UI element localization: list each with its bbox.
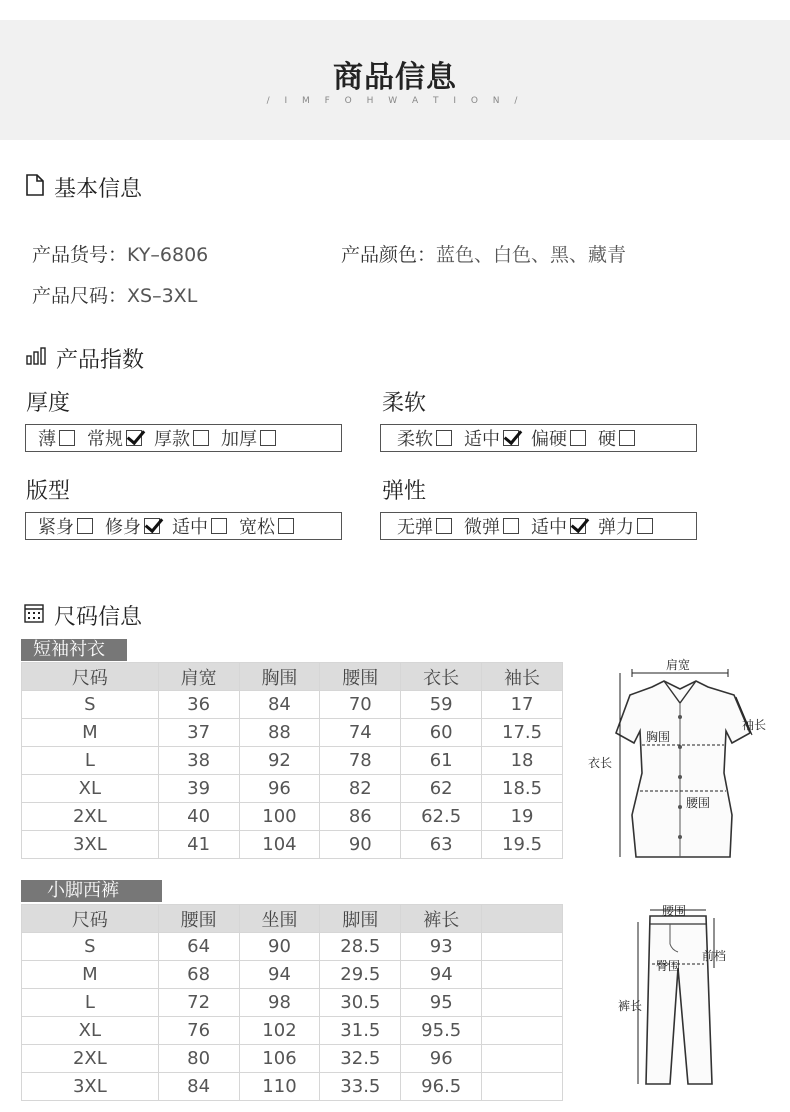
header-cell: 胸围 xyxy=(239,663,320,691)
option-stretchy[interactable]: 弹力 xyxy=(598,513,653,539)
table-cell: 96.5 xyxy=(401,1073,482,1101)
table-cell: XL xyxy=(22,775,159,803)
color-value: 蓝色、白色、黑、藏青 xyxy=(436,244,627,266)
header-cell: 尺码 xyxy=(22,663,159,691)
header-cell: 腰围 xyxy=(158,905,239,933)
table-row xyxy=(22,803,563,831)
table-cell: 100 xyxy=(239,803,320,831)
elasticity-options xyxy=(380,512,697,540)
sku-line xyxy=(32,240,208,267)
waist-label: 腰围 xyxy=(686,796,711,810)
table-cell: 36 xyxy=(158,691,239,719)
option-regular[interactable]: 常规 xyxy=(87,425,142,451)
checkbox-checked[interactable] xyxy=(126,430,142,446)
table-cell: 29.5 xyxy=(320,961,401,989)
header-cell xyxy=(482,905,563,933)
table-cell: 70 xyxy=(320,691,401,719)
table-cell: 64 xyxy=(158,933,239,961)
checkbox[interactable] xyxy=(278,518,294,534)
table-cell: 40 xyxy=(158,803,239,831)
table-cell: 82 xyxy=(320,775,401,803)
sku-value: KY–6806 xyxy=(127,244,209,266)
indices-title: 产品指数 xyxy=(56,348,145,373)
size-line xyxy=(32,281,197,308)
table-cell: 19.5 xyxy=(482,831,563,859)
indices-heading xyxy=(26,343,144,374)
table-cell: 86 xyxy=(320,803,401,831)
option-medium[interactable]: 适中 xyxy=(464,425,519,451)
shirt-table-label: 短袖衬衣 xyxy=(21,639,127,661)
checkbox[interactable] xyxy=(503,518,519,534)
table-row xyxy=(22,831,563,859)
table-cell: 104 xyxy=(239,831,320,859)
checkbox[interactable] xyxy=(637,518,653,534)
table-cell: 90 xyxy=(239,933,320,961)
pants-length-label: 裤长 xyxy=(618,999,643,1013)
table-cell: 17.5 xyxy=(482,719,563,747)
checkbox[interactable] xyxy=(619,430,635,446)
table-header-row xyxy=(22,663,563,691)
table-cell: 96 xyxy=(239,775,320,803)
header-cell: 尺码 xyxy=(22,905,159,933)
table-cell: 90 xyxy=(320,831,401,859)
checkbox-checked[interactable] xyxy=(570,518,586,534)
checkbox[interactable] xyxy=(436,518,452,534)
table-cell: L xyxy=(22,989,159,1017)
table-cell: 110 xyxy=(239,1073,320,1101)
table-cell: 41 xyxy=(158,831,239,859)
page-title: 商品信息 xyxy=(333,60,457,95)
shirt-size-table xyxy=(21,662,563,859)
shirt-measurement-diagram xyxy=(584,655,790,870)
document-icon xyxy=(26,174,44,202)
header-cell: 脚围 xyxy=(320,905,401,933)
fit-options xyxy=(25,512,342,540)
table-row xyxy=(22,775,563,803)
color-label: 产品颜色： xyxy=(341,244,437,266)
table-cell xyxy=(482,989,563,1017)
table-cell: 95.5 xyxy=(401,1017,482,1045)
page-header xyxy=(0,20,790,140)
table-cell: 96 xyxy=(401,1045,482,1073)
table-cell: 3XL xyxy=(22,831,159,859)
option-tight[interactable]: 紧身 xyxy=(38,513,93,539)
table-row xyxy=(22,1073,563,1101)
header-cell: 袖长 xyxy=(482,663,563,691)
thickness-title: 厚度 xyxy=(26,391,71,416)
pants-waist-label: 腰围 xyxy=(662,904,687,918)
page-subtitle: / I M F O H W A T I O N / xyxy=(266,96,524,106)
length-label: 衣长 xyxy=(588,756,613,770)
size-label: 产品尺码： xyxy=(32,285,128,307)
table-cell: 84 xyxy=(158,1073,239,1101)
checkbox-checked[interactable] xyxy=(144,518,160,534)
table-cell: M xyxy=(22,961,159,989)
table-cell: 31.5 xyxy=(320,1017,401,1045)
size-value: XS–3XL xyxy=(127,285,198,307)
option-loose[interactable]: 宽松 xyxy=(239,513,294,539)
table-cell: 60 xyxy=(401,719,482,747)
option-stretch-medium[interactable]: 适中 xyxy=(531,513,586,539)
size-info-title: 尺码信息 xyxy=(54,605,143,630)
option-soft[interactable]: 柔软 xyxy=(397,425,452,451)
table-cell: 80 xyxy=(158,1045,239,1073)
table-cell xyxy=(482,1017,563,1045)
checkbox[interactable] xyxy=(260,430,276,446)
bar-chart-icon xyxy=(26,346,46,371)
size-info-heading xyxy=(24,600,142,631)
table-cell: 18.5 xyxy=(482,775,563,803)
chest-label: 胸围 xyxy=(646,730,671,744)
pants-measurement-diagram xyxy=(610,898,750,1098)
checkbox[interactable] xyxy=(77,518,93,534)
table-cell: 102 xyxy=(239,1017,320,1045)
table-cell: 17 xyxy=(482,691,563,719)
table-cell: 59 xyxy=(401,691,482,719)
shoulder-label: 肩宽 xyxy=(666,658,691,672)
table-row xyxy=(22,1017,563,1045)
table-cell: 2XL xyxy=(22,1045,159,1073)
header-cell: 衣长 xyxy=(401,663,482,691)
pants-table-label: 小脚西裤 xyxy=(21,880,162,902)
table-cell: 74 xyxy=(320,719,401,747)
color-line xyxy=(341,240,626,267)
option-extra-thick[interactable]: 加厚 xyxy=(221,425,276,451)
option-hard[interactable]: 硬 xyxy=(598,425,635,451)
option-fit-medium[interactable]: 适中 xyxy=(172,513,227,539)
sku-label: 产品货号： xyxy=(32,244,128,266)
table-row xyxy=(22,719,563,747)
basic-info-title: 基本信息 xyxy=(54,177,143,202)
softness-title: 柔软 xyxy=(382,391,427,416)
header-cell: 裤长 xyxy=(401,905,482,933)
sleeve-label: 袖长 xyxy=(742,718,767,732)
table-cell: 106 xyxy=(239,1045,320,1073)
table-row xyxy=(22,989,563,1017)
option-no-stretch[interactable]: 无弹 xyxy=(397,513,452,539)
table-row xyxy=(22,933,563,961)
table-cell: 68 xyxy=(158,961,239,989)
table-header-row xyxy=(22,905,563,933)
table-cell xyxy=(482,1045,563,1073)
shirt-table-body xyxy=(22,691,563,859)
table-cell: 88 xyxy=(239,719,320,747)
table-cell: 61 xyxy=(401,747,482,775)
table-cell xyxy=(482,1073,563,1101)
checkbox-checked[interactable] xyxy=(503,430,519,446)
checkbox[interactable] xyxy=(570,430,586,446)
pants-table-body xyxy=(22,933,563,1101)
table-cell: 63 xyxy=(401,831,482,859)
table-cell: 98 xyxy=(239,989,320,1017)
table-cell: 28.5 xyxy=(320,933,401,961)
table-cell xyxy=(482,961,563,989)
table-cell: 84 xyxy=(239,691,320,719)
table-cell: 2XL xyxy=(22,803,159,831)
table-cell: 62 xyxy=(401,775,482,803)
table-row xyxy=(22,691,563,719)
checkbox[interactable] xyxy=(211,518,227,534)
table-cell: L xyxy=(22,747,159,775)
table-cell: 93 xyxy=(401,933,482,961)
table-cell: 32.5 xyxy=(320,1045,401,1073)
option-thin[interactable]: 薄 xyxy=(38,425,75,451)
rise-label: 前档 xyxy=(702,949,727,963)
header-cell: 坐围 xyxy=(239,905,320,933)
hip-label: 臀围 xyxy=(656,959,681,973)
table-row xyxy=(22,961,563,989)
table-row xyxy=(22,747,563,775)
option-firm[interactable]: 偏硬 xyxy=(531,425,586,451)
table-cell: 37 xyxy=(158,719,239,747)
fit-title: 版型 xyxy=(26,479,71,504)
table-cell: 94 xyxy=(401,961,482,989)
grid-icon xyxy=(24,603,44,629)
table-cell: 38 xyxy=(158,747,239,775)
option-slight-stretch[interactable]: 微弹 xyxy=(464,513,519,539)
table-cell: 72 xyxy=(158,989,239,1017)
table-cell: 62.5 xyxy=(401,803,482,831)
table-cell: 92 xyxy=(239,747,320,775)
table-cell: 19 xyxy=(482,803,563,831)
elasticity-title: 弹性 xyxy=(382,479,427,504)
table-cell: M xyxy=(22,719,159,747)
table-row xyxy=(22,1045,563,1073)
table-cell: 18 xyxy=(482,747,563,775)
table-cell: S xyxy=(22,691,159,719)
basic-info-heading xyxy=(26,172,142,203)
table-cell: 39 xyxy=(158,775,239,803)
table-cell xyxy=(482,933,563,961)
table-cell: XL xyxy=(22,1017,159,1045)
option-thick[interactable]: 厚款 xyxy=(154,425,209,451)
table-cell: 94 xyxy=(239,961,320,989)
thickness-options xyxy=(25,424,342,452)
checkbox[interactable] xyxy=(193,430,209,446)
table-cell: S xyxy=(22,933,159,961)
pants-size-table xyxy=(21,904,563,1101)
header-cell: 肩宽 xyxy=(158,663,239,691)
checkbox[interactable] xyxy=(436,430,452,446)
checkbox[interactable] xyxy=(59,430,75,446)
softness-options xyxy=(380,424,697,452)
option-slim[interactable]: 修身 xyxy=(105,513,160,539)
table-cell: 78 xyxy=(320,747,401,775)
table-cell: 76 xyxy=(158,1017,239,1045)
table-cell: 33.5 xyxy=(320,1073,401,1101)
table-cell: 3XL xyxy=(22,1073,159,1101)
table-cell: 30.5 xyxy=(320,989,401,1017)
header-cell: 腰围 xyxy=(320,663,401,691)
table-cell: 95 xyxy=(401,989,482,1017)
